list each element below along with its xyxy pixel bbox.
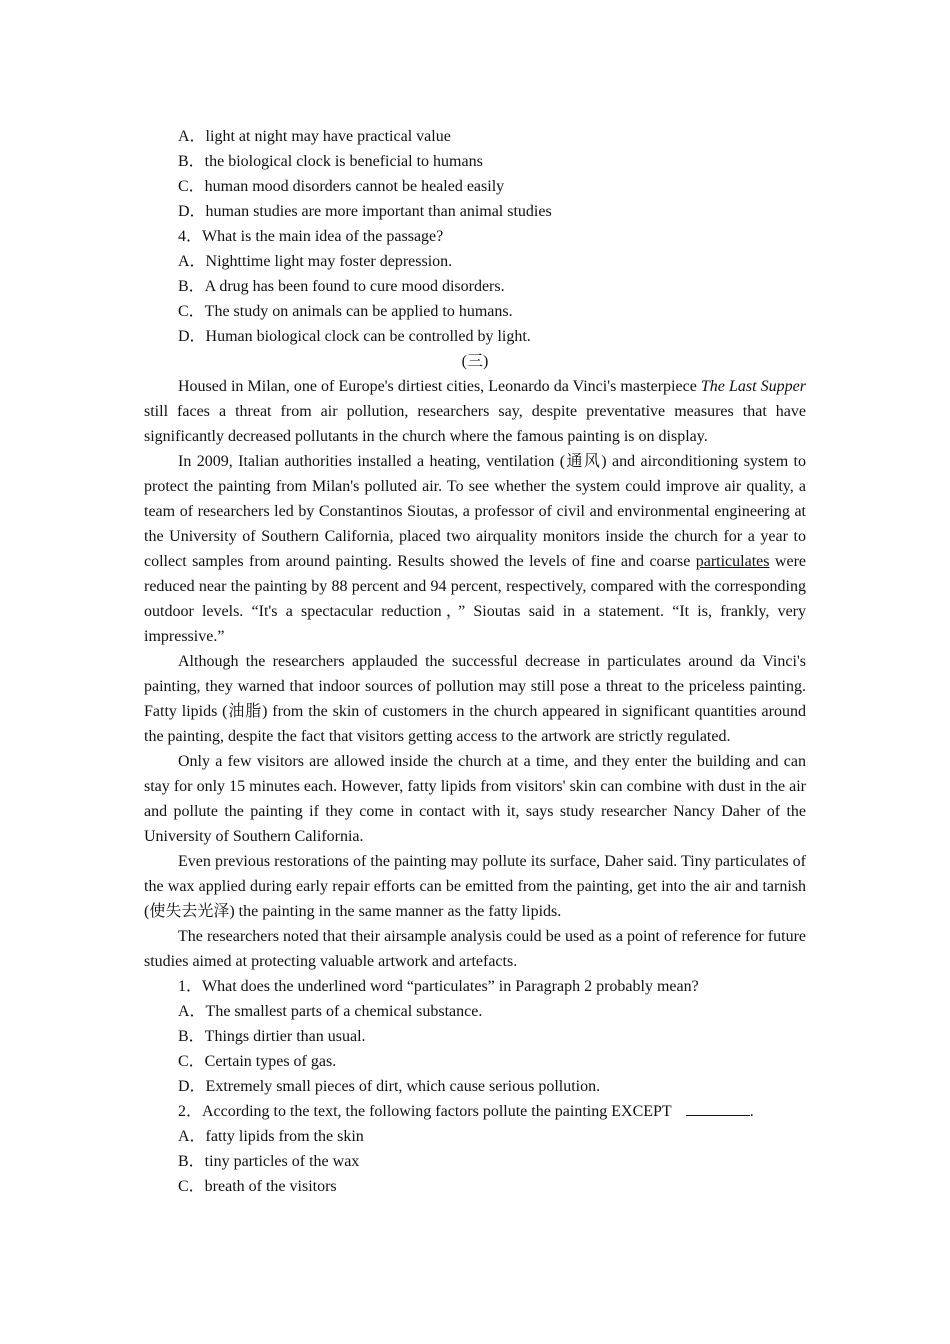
passage-paragraph-1	[144, 374, 806, 449]
q4-option-a: A．Nighttime light may foster depression.	[178, 253, 453, 270]
q3-option-b: B．the biological clock is beneficial to humans	[178, 153, 483, 170]
q2-option-b: B．tiny particles of the wax	[178, 1153, 360, 1170]
p2-text-before: In 2009, Italian authorities installed a heating, ventilation (通风) and airconditioning system to protect the painting from Milan's polluted air. To see whether the system could improve air quality, a team of researchers led by Constantinos Sioutas, a professor of civil and environmental engineering at the University of Southern California, placed two airquality monitors inside the church for a year to collect samples from around painting. Results showed the levels of fine and coarse	[144, 453, 806, 570]
q4-option-d: D．Human biological clock can be controlled by light.	[178, 328, 531, 345]
q1-option-c: C．Certain types of gas.	[178, 1053, 337, 1070]
q3-option-a: A．light at night may have practical value	[178, 128, 451, 145]
passage-paragraph-4: Only a few visitors are allowed inside the church at a time, and they enter the building and can stay for only 15 minutes each. However, fatty lipids from visitors' skin can combine with dust in the air and pollute the painting if they come in contact with it, says study researcher Nancy Daher of the University of Southern California.	[144, 753, 806, 845]
passage-paragraph-3: Although the researchers applauded the successful decrease in particulates around da Vinci's painting, they warned that indoor sources of pollution may still pose a threat to the priceless painting. Fatty lipids (油脂) from the skin of customers in the church appeared in significant quantities around the painting, despite the fact that visitors getting access to the artwork are strictly regulated.	[144, 653, 806, 745]
passage-paragraph-2	[144, 449, 806, 649]
underlined-word: particulates	[695, 553, 770, 570]
q1-option-d: D．Extremely small pieces of dirt, which cause serious pollution.	[178, 1078, 601, 1095]
q4-option-b: B．A drug has been found to cure mood disorders.	[178, 278, 505, 295]
q1-option-a: A．The smallest parts of a chemical substance.	[178, 1003, 483, 1020]
q1-question: 1．What does the underlined word “particulates” in Paragraph 2 probably mean?	[178, 978, 699, 995]
passage-paragraph-6: The researchers noted that their airsample analysis could be used as a point of reference for future studies aimed at protecting valuable artwork and artefacts.	[144, 928, 806, 970]
q3-option-c: C．human mood disorders cannot be healed easily	[178, 178, 505, 195]
q2-option-c: C．breath of the visitors	[178, 1178, 337, 1195]
q2-question-line	[144, 1099, 806, 1124]
q4-option-c: C．The study on animals can be applied to humans.	[178, 303, 513, 320]
answer-blank	[686, 1100, 750, 1116]
p1-text-after: still faces a threat from air pollution, researchers say, despite preventative measures that have significantly decreased pollutants in the church where the famous painting is on display.	[144, 403, 806, 445]
painting-title: The Last Supper	[700, 378, 807, 395]
q2-question: 2．According to the text, the following factors pollute the painting EXCEPT	[178, 1103, 672, 1120]
q3-option-d: D．human studies are more important than animal studies	[178, 203, 552, 220]
p1-text-before: Housed in Milan, one of Europe's dirtiest cities, Leonardo da Vinci's masterpiece	[178, 378, 701, 395]
q2-option-a: A．fatty lipids from the skin	[178, 1128, 364, 1145]
document-page	[144, 124, 806, 1199]
q4-question: 4．What is the main idea of the passage?	[178, 228, 444, 245]
section-title: (三)	[461, 353, 489, 370]
p2-text-after: were reduced near the painting by 88 percent and 94 percent, respectively, compared with the corresponding outdoor levels. “It's a spectacular reduction，” Sioutas said in a statement. “It is, frankly, very impressive.”	[144, 553, 806, 645]
passage-paragraph-5: Even previous restorations of the painting may pollute its surface, Daher said. Tiny particulates of the wax applied during early repair efforts can be emitted from the painting, get into the air and tarnish (使失去光泽) the painting in the same manner as the fatty lipids.	[144, 853, 806, 920]
q1-option-b: B．Things dirtier than usual.	[178, 1028, 366, 1045]
q2-end-mark: .	[749, 1103, 754, 1120]
